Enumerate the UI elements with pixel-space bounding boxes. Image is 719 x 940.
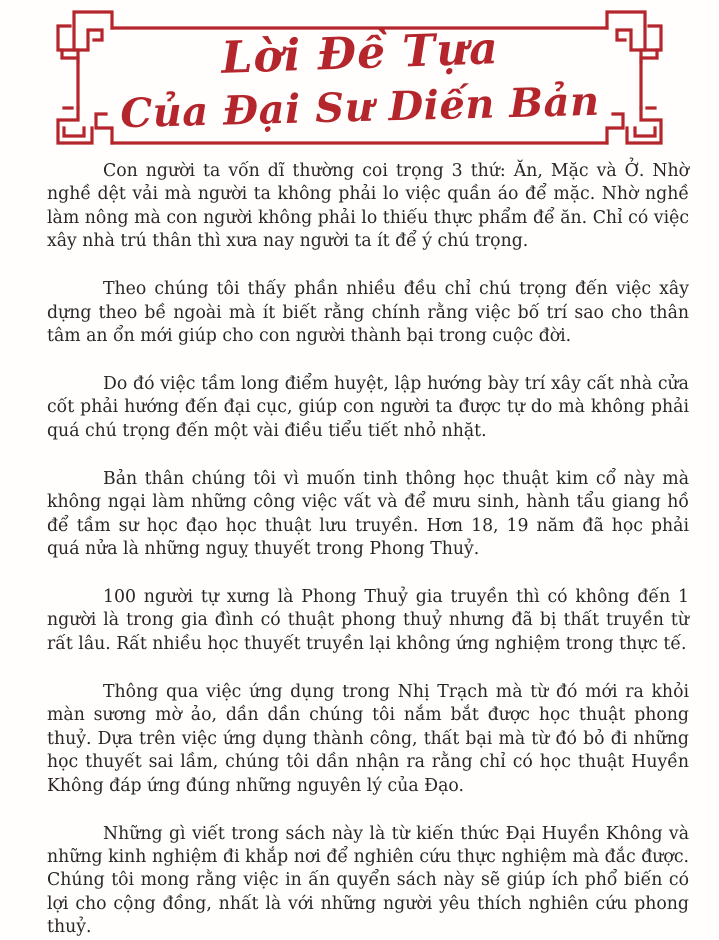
title-line-1: Lời Đề Tựa xyxy=(220,23,500,84)
paragraph-1: Con người ta vốn dĩ thường coi trọng 3 thứ: Ăn, Mặc và Ở. Nhờ nghề dệt vải mà người ta không phải lo việc quần áo để mặc. Nhờ nghề làm nông mà con người không phải lo thiếu thực phẩm để ăn. Chỉ có việc xây nhà trú thân thì xưa nay người ta ít để ý chú trọng. xyxy=(47,161,689,252)
paragraph-6: Thông qua việc ứng dụng trong Nhị Trạch mà từ đó mới ra khỏi màn sương mờ ảo, dần dần chúng tôi nắm bắt được học thuật phong thuỷ. Dựa trên việc ứng dụng thành công, thất bại mà từ đó bỏ đi những học thuyết sai lầm, chúng tôi dần nhận ra rằng chỉ có học thuật Huyền Không đáp ứng đúng những nguyên lý của Đạo. xyxy=(47,681,689,796)
paragraph-2: Theo chúng tôi thấy phần nhiều đều chỉ chú trọng đến việc xây dựng theo bề ngoài mà ít biết rằng chính rằng việc bố trí sao cho thân tâm an ổn mới giúp cho con người thành bại trong cuộc đời. xyxy=(47,279,689,347)
title-line-2: Của Đại Sư Diến Bản xyxy=(119,77,601,138)
body-text xyxy=(47,160,689,940)
paragraph-3: Do đó việc tầm long điểm huyệt, lập hướng bày trí xây cất nhà cửa cốt phải hướng đến đại cục, giúp con người ta được tự do mà không phải quá chú trọng đến một vài điều tiểu tiết nhỏ nhặt. xyxy=(47,374,689,441)
title-block xyxy=(110,23,610,150)
paragraph-5: 100 người tự xưng là Phong Thuỷ gia truyền thì có không đến 1 người là trong gia đình có thuật phong thuỷ nhưng đã bị thất truyền từ rất lâu. Rất nhiều học thuyết truyền lại không ứng nghiệm trong thực tế. xyxy=(47,587,689,654)
paragraph-4: Bản thân chúng tôi vì muốn tinh thông học thuật kim cổ này mà không ngại làm những công việc vất và để mưu sinh, hành tẩu giang hồ để tầm sư học đạo học thuật lưu truyền. Hơn 18, 19 năm đã học phải quá nửa là những nguỵ thuyết trong Phong Thuỷ. xyxy=(47,468,689,560)
paragraph-7: Những gì viết trong sách này là từ kiến thức Đại Huyền Không và những kinh nghiệm đi khắp nơi để nghiên cứu thực nghiệm mà đắc được. Chúng tôi mong rằng việc in ấn quyển sách này sẽ giúp ích phổ biến có lợi cho cộng đồng, nhất là với những người yêu thích nghiên cứu phong thuỷ. xyxy=(47,823,689,938)
